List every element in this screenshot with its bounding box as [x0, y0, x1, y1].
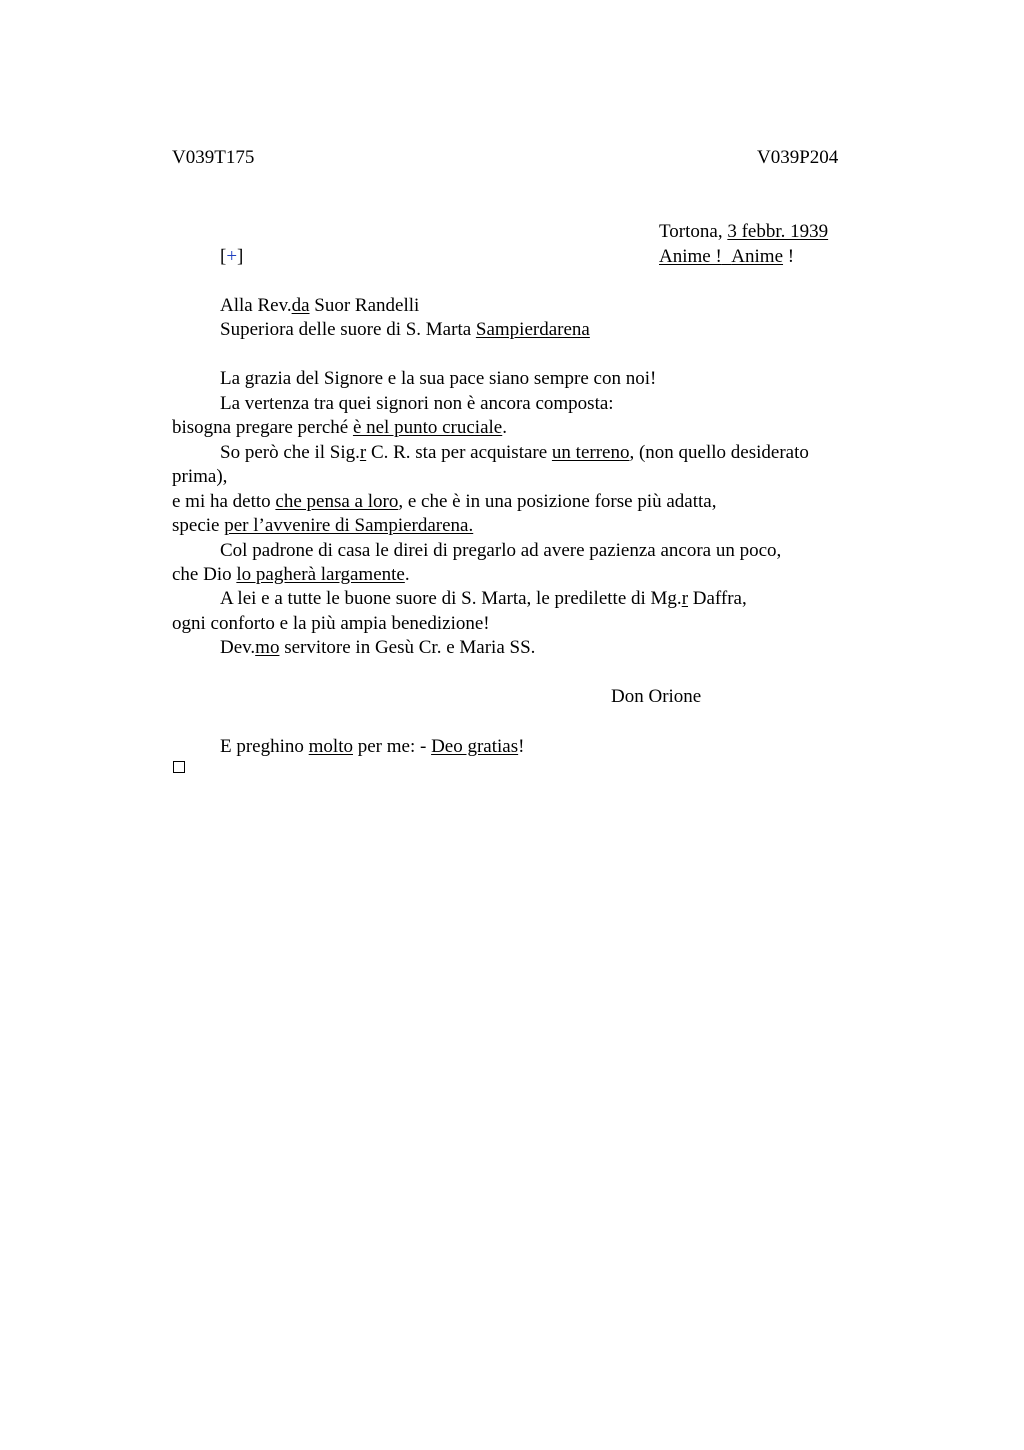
addressee-line2: Superiora delle suore di S. Marta Sampierdarena — [220, 319, 590, 340]
body-line: A lei e a tutte le buone suore di S. Marta, le predilette di Mg.r Daffra, — [220, 588, 747, 609]
document-code-right: V039P204 — [757, 147, 839, 168]
end-square-icon — [173, 761, 185, 773]
body-line: e mi ha detto che pensa a loro, e che è in una posizione forse più adatta, — [172, 491, 717, 512]
place: Tortona, — [659, 221, 723, 242]
date: 3 febbr. 1939 — [727, 221, 829, 242]
place-date — [659, 220, 828, 244]
body-line: che Dio lo pagherà largamente. — [172, 564, 410, 585]
addressee-line1: Alla Rev.da Suor Randelli — [220, 295, 420, 316]
motto — [659, 245, 794, 269]
body-line: ogni conforto e la più ampia benedizione! — [172, 613, 490, 634]
greeting: La grazia del Signore e la sua pace siano sempre con noi! — [220, 368, 657, 389]
body-line: Col padrone di casa le direi di pregarlo ad avere pazienza ancora un poco, — [220, 540, 782, 561]
motto-part2: Anime — [731, 246, 784, 267]
cross-icon: + — [226, 246, 238, 267]
body-line: specie per l’avvenire di Sampierdarena. — [172, 515, 474, 536]
signature: Don Orione — [611, 686, 702, 707]
motto-part3: ! — [787, 246, 795, 267]
body-line: bisogna pregare perché è nel punto cruciale. — [172, 417, 507, 438]
body-line: La vertenza tra quei signori non è ancora composta: — [220, 393, 614, 414]
postscript: E preghino molto per me: - Deo gratias! — [220, 736, 525, 757]
body-line: So però che il Sig.r C. R. sta per acquistare un terreno, (non quello desiderato — [220, 442, 809, 463]
document-code-left: V039T175 — [172, 147, 255, 168]
cross-mark: [+] — [220, 246, 244, 267]
motto-part1: Anime ! — [659, 246, 722, 267]
closing: Dev.mo servitore in Gesù Cr. e Maria SS. — [220, 637, 536, 658]
body-line: prima), — [172, 466, 228, 487]
